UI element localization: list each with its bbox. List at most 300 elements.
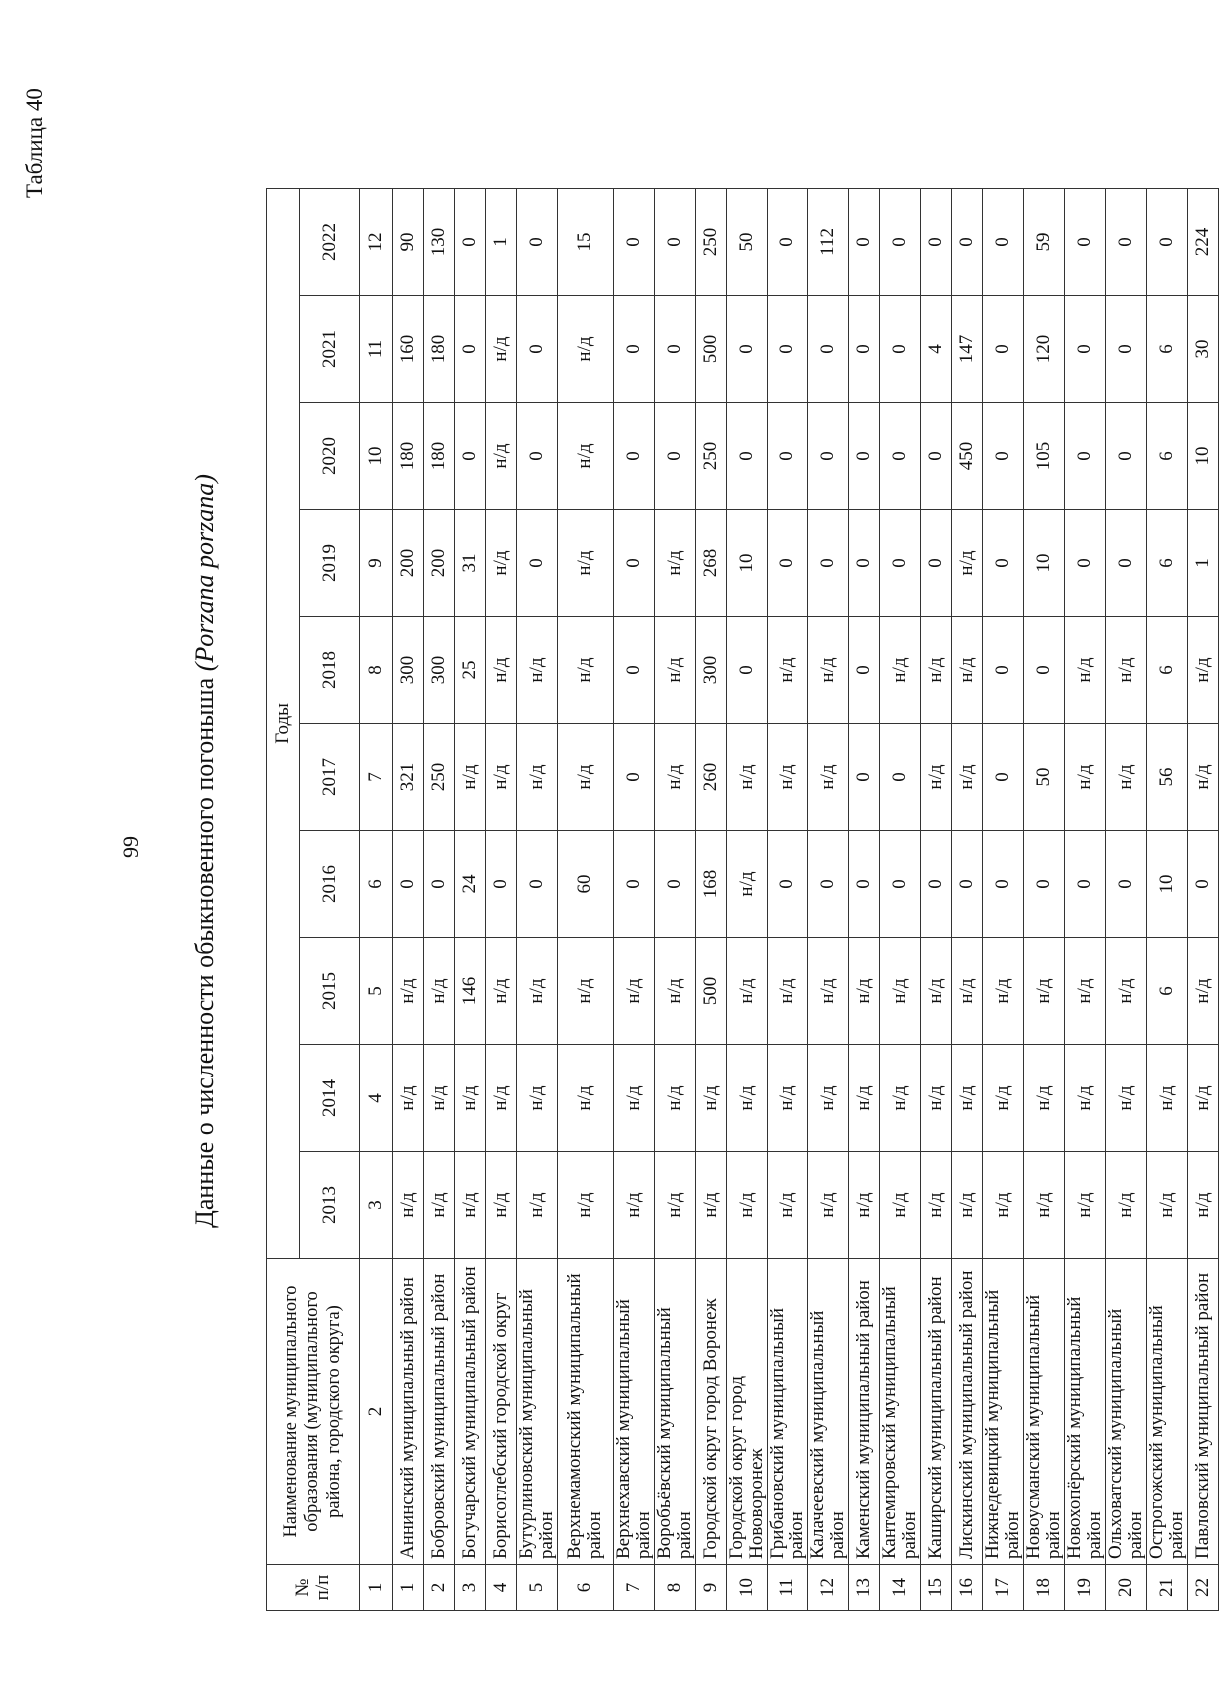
count-cell: н/д	[1024, 1045, 1065, 1152]
count-cell: н/д	[952, 938, 983, 1045]
count-cell: 0	[849, 831, 880, 938]
count-cell: н/д	[952, 1045, 983, 1152]
count-cell: 0	[654, 188, 695, 295]
count-cell: 146	[455, 938, 486, 1045]
count-cell: 0	[1146, 188, 1187, 295]
district-name: Борисоглебский городской округ	[486, 1259, 517, 1565]
count-cell: 10	[1024, 510, 1065, 617]
count-cell: н/д	[767, 617, 808, 724]
column-number: 4	[360, 1045, 393, 1152]
count-cell: 0	[767, 510, 808, 617]
district-name: Нижнедевицкий муниципальный район	[983, 1259, 1024, 1565]
count-cell: н/д	[880, 1045, 921, 1152]
count-cell: 0	[808, 831, 849, 938]
count-cell: 0	[767, 296, 808, 403]
count-cell: 450	[952, 403, 983, 510]
table-row	[849, 188, 880, 1610]
count-cell: 0	[849, 617, 880, 724]
count-cell: 0	[880, 403, 921, 510]
count-cell: 60	[557, 831, 613, 938]
count-cell: 180	[424, 296, 455, 403]
district-name: Каменский муниципальный район	[849, 1259, 880, 1565]
count-cell: 0	[1187, 831, 1218, 938]
count-cell: 105	[1024, 403, 1065, 510]
count-cell: н/д	[1105, 724, 1146, 831]
row-number: 8	[654, 1565, 695, 1611]
header-year: 2017	[300, 724, 360, 831]
count-cell: н/д	[726, 1045, 767, 1152]
count-cell: н/д	[726, 724, 767, 831]
count-cell: н/д	[921, 1045, 952, 1152]
count-cell: н/д	[393, 1045, 424, 1152]
count-cell: 0	[613, 510, 654, 617]
count-cell: н/д	[1105, 1152, 1146, 1259]
column-number: 10	[360, 403, 393, 510]
district-name: Павловский муниципальный район	[1187, 1259, 1218, 1565]
count-cell: 180	[424, 403, 455, 510]
count-cell: н/д	[1187, 1045, 1218, 1152]
count-cell: н/д	[654, 617, 695, 724]
count-cell: 0	[517, 403, 558, 510]
row-number: 22	[1187, 1565, 1218, 1611]
count-cell: 6	[1146, 403, 1187, 510]
district-name: Городской округ город Воронеж	[695, 1259, 726, 1565]
table-row	[921, 188, 952, 1610]
count-cell: 0	[1064, 510, 1105, 617]
count-cell: 0	[517, 831, 558, 938]
count-cell: 0	[952, 188, 983, 295]
table-row	[808, 188, 849, 1610]
count-cell: 0	[654, 831, 695, 938]
count-cell: н/д	[393, 938, 424, 1045]
count-cell: 50	[726, 188, 767, 295]
count-cell: 0	[517, 296, 558, 403]
count-cell: 300	[424, 617, 455, 724]
count-cell: н/д	[455, 1045, 486, 1152]
table-row	[486, 188, 517, 1610]
header-year: 2022	[300, 188, 360, 295]
row-number: 3	[455, 1565, 486, 1611]
count-cell: н/д	[393, 1152, 424, 1259]
count-cell: 130	[424, 188, 455, 295]
count-cell: н/д	[557, 296, 613, 403]
count-cell: н/д	[654, 938, 695, 1045]
count-cell: н/д	[880, 1152, 921, 1259]
count-cell: 0	[1064, 403, 1105, 510]
count-cell: н/д	[1024, 938, 1065, 1045]
count-cell: 0	[880, 296, 921, 403]
count-cell: н/д	[695, 1045, 726, 1152]
count-cell: 160	[393, 296, 424, 403]
count-cell: 0	[1064, 831, 1105, 938]
count-cell: н/д	[455, 1152, 486, 1259]
count-cell: н/д	[424, 1152, 455, 1259]
district-name: Богучарский муниципальный район	[455, 1259, 486, 1565]
row-number: 17	[983, 1565, 1024, 1611]
count-cell: н/д	[952, 724, 983, 831]
count-cell: 0	[767, 188, 808, 295]
count-cell: 0	[517, 188, 558, 295]
count-cell: 50	[1024, 724, 1065, 831]
count-cell: 0	[455, 403, 486, 510]
count-cell: 300	[393, 617, 424, 724]
count-cell: н/д	[880, 938, 921, 1045]
table-row	[393, 188, 424, 1610]
count-cell: 0	[983, 403, 1024, 510]
row-number: 20	[1105, 1565, 1146, 1611]
table-row	[1105, 188, 1146, 1610]
count-cell: 0	[455, 296, 486, 403]
count-cell: н/д	[767, 938, 808, 1045]
count-cell: 6	[1146, 510, 1187, 617]
count-cell: 0	[983, 617, 1024, 724]
table-row	[613, 188, 654, 1610]
count-cell: 0	[613, 617, 654, 724]
count-cell: 15	[557, 188, 613, 295]
count-cell: н/д	[726, 938, 767, 1045]
district-name: Аннинский муниципальный район	[393, 1259, 424, 1565]
count-cell: 250	[424, 724, 455, 831]
column-number: 5	[360, 938, 393, 1045]
count-cell: н/д	[557, 1045, 613, 1152]
count-cell: н/д	[486, 403, 517, 510]
count-cell: н/д	[921, 724, 952, 831]
table-row	[880, 188, 921, 1610]
count-cell: 500	[695, 296, 726, 403]
district-name: Новоусманский муниципальный район	[1024, 1259, 1065, 1565]
count-cell: н/д	[654, 510, 695, 617]
count-cell: 0	[1105, 831, 1146, 938]
count-cell: н/д	[849, 938, 880, 1045]
row-number: 1	[393, 1565, 424, 1611]
table-row	[654, 188, 695, 1610]
count-cell: 0	[983, 724, 1024, 831]
count-cell: 0	[849, 403, 880, 510]
count-cell: 0	[613, 403, 654, 510]
row-number: 16	[952, 1565, 983, 1611]
count-cell: н/д	[557, 1152, 613, 1259]
count-cell: 0	[952, 831, 983, 938]
count-cell: 0	[983, 510, 1024, 617]
district-name: Лискинский муниципальный район	[952, 1259, 983, 1565]
count-cell: 0	[393, 831, 424, 938]
count-cell: 0	[983, 831, 1024, 938]
column-numbers-row	[360, 188, 393, 1610]
header-year: 2014	[300, 1045, 360, 1152]
count-cell: 0	[849, 510, 880, 617]
count-cell: 0	[1024, 831, 1065, 938]
header-year: 2013	[300, 1152, 360, 1259]
count-cell: 6	[1146, 617, 1187, 724]
table-row	[517, 188, 558, 1610]
table-row	[952, 188, 983, 1610]
row-number: 9	[695, 1565, 726, 1611]
count-cell: 0	[613, 724, 654, 831]
count-cell: 500	[695, 938, 726, 1045]
count-cell: 0	[921, 510, 952, 617]
district-name: Верхнехавский муниципальный район	[613, 1259, 654, 1565]
table-row	[424, 188, 455, 1610]
count-cell: 0	[921, 831, 952, 938]
count-cell: 0	[880, 831, 921, 938]
count-cell: 4	[921, 296, 952, 403]
count-cell: 200	[424, 510, 455, 617]
district-name: Кантемировский муниципальный район	[880, 1259, 921, 1565]
count-cell: н/д	[557, 938, 613, 1045]
page-number: 99	[118, 836, 143, 858]
count-cell: н/д	[486, 1045, 517, 1152]
row-number: 15	[921, 1565, 952, 1611]
count-cell: н/д	[654, 1045, 695, 1152]
count-cell: н/д	[1105, 617, 1146, 724]
count-cell: н/д	[486, 724, 517, 831]
district-name: Ольховатский муниципальный район	[1105, 1259, 1146, 1565]
header-year: 2018	[300, 617, 360, 724]
count-cell: 56	[1146, 724, 1187, 831]
count-cell: 260	[695, 724, 726, 831]
count-cell: н/д	[983, 938, 1024, 1045]
count-cell: н/д	[983, 1045, 1024, 1152]
count-cell: н/д	[1024, 1152, 1065, 1259]
count-cell: н/д	[1064, 1045, 1105, 1152]
count-cell: н/д	[880, 617, 921, 724]
count-cell: н/д	[1187, 617, 1218, 724]
count-cell: 112	[808, 188, 849, 295]
count-cell: н/д	[654, 724, 695, 831]
header-year: 2020	[300, 403, 360, 510]
district-name: Верхнемамонский муниципальный район	[557, 1259, 613, 1565]
count-cell: н/д	[517, 724, 558, 831]
count-cell: 0	[1064, 188, 1105, 295]
header-row-1	[267, 188, 300, 1610]
count-cell: н/д	[517, 1152, 558, 1259]
header-year: 2015	[300, 938, 360, 1045]
count-cell: 0	[613, 296, 654, 403]
header-name: Наименование муниципального образования (муниципального района, городского округа)	[267, 1259, 360, 1565]
count-cell: 0	[983, 188, 1024, 295]
count-cell: 0	[921, 188, 952, 295]
count-cell: н/д	[654, 1152, 695, 1259]
count-cell: н/д	[613, 938, 654, 1045]
column-number: 2	[360, 1259, 393, 1565]
count-cell: 0	[613, 188, 654, 295]
count-cell: 180	[393, 403, 424, 510]
count-cell: н/д	[486, 938, 517, 1045]
count-cell: н/д	[1146, 1045, 1187, 1152]
district-name: Воробьёвский муниципальный район	[654, 1259, 695, 1565]
count-cell: 90	[393, 188, 424, 295]
count-cell: 0	[808, 296, 849, 403]
count-cell: 0	[808, 403, 849, 510]
row-number: 2	[424, 1565, 455, 1611]
count-cell: 0	[767, 403, 808, 510]
table-row	[1187, 188, 1218, 1610]
count-cell: н/д	[952, 510, 983, 617]
count-cell: н/д	[486, 1152, 517, 1259]
table-title	[190, 206, 220, 1496]
count-cell: н/д	[557, 617, 613, 724]
row-number: 13	[849, 1565, 880, 1611]
count-cell: 6	[1146, 296, 1187, 403]
count-cell: н/д	[921, 617, 952, 724]
row-number: 19	[1064, 1565, 1105, 1611]
count-cell: н/д	[517, 617, 558, 724]
title-latin: (Porzana porzana)	[190, 474, 219, 672]
table-row	[455, 188, 486, 1610]
count-cell: н/д	[808, 617, 849, 724]
count-cell: 0	[654, 403, 695, 510]
count-cell: н/д	[1064, 1152, 1105, 1259]
count-cell: 0	[983, 296, 1024, 403]
count-cell: н/д	[808, 1045, 849, 1152]
count-cell: н/д	[1187, 1152, 1218, 1259]
count-cell: н/д	[613, 1152, 654, 1259]
count-cell: н/д	[424, 1045, 455, 1152]
row-number: 6	[557, 1565, 613, 1611]
row-number: 12	[808, 1565, 849, 1611]
count-cell: 0	[880, 724, 921, 831]
count-cell: 0	[1105, 403, 1146, 510]
count-cell: н/д	[808, 1152, 849, 1259]
column-number: 9	[360, 510, 393, 617]
count-cell: 0	[880, 188, 921, 295]
count-cell: н/д	[808, 724, 849, 831]
count-cell: 6	[1146, 938, 1187, 1045]
count-cell: н/д	[1105, 938, 1146, 1045]
header-num: № п/п	[267, 1565, 360, 1611]
count-cell: н/д	[983, 1152, 1024, 1259]
count-cell: н/д	[767, 724, 808, 831]
count-cell: 250	[695, 188, 726, 295]
count-cell: н/д	[557, 403, 613, 510]
count-cell: 25	[455, 617, 486, 724]
count-cell: н/д	[557, 724, 613, 831]
count-cell: н/д	[424, 938, 455, 1045]
count-cell: 200	[393, 510, 424, 617]
district-name: Новохопёрский муниципальный район	[1064, 1259, 1105, 1565]
count-cell: 0	[921, 403, 952, 510]
count-cell: н/д	[952, 617, 983, 724]
district-name: Острогожский муниципальный район	[1146, 1259, 1187, 1565]
count-cell: 147	[952, 296, 983, 403]
count-cell: 0	[767, 831, 808, 938]
count-cell: н/д	[1146, 1152, 1187, 1259]
count-cell: 0	[654, 296, 695, 403]
count-cell: 10	[726, 510, 767, 617]
count-cell: 0	[613, 831, 654, 938]
row-number: 10	[726, 1565, 767, 1611]
count-cell: 0	[486, 831, 517, 938]
district-name: Бутурлиновский муниципальный район	[517, 1259, 558, 1565]
count-cell: 0	[1105, 510, 1146, 617]
count-cell: 1	[486, 188, 517, 295]
count-cell: н/д	[613, 1045, 654, 1152]
row-number: 5	[517, 1565, 558, 1611]
row-number: 14	[880, 1565, 921, 1611]
count-cell: н/д	[517, 1045, 558, 1152]
table-row	[767, 188, 808, 1610]
row-number: 18	[1024, 1565, 1065, 1611]
district-name: Бобровский муниципальный район	[424, 1259, 455, 1565]
table-row	[726, 188, 767, 1610]
count-cell: н/д	[767, 1045, 808, 1152]
count-cell: 168	[695, 831, 726, 938]
column-number: 11	[360, 296, 393, 403]
row-number: 7	[613, 1565, 654, 1611]
count-cell: н/д	[921, 1152, 952, 1259]
count-cell: 0	[455, 188, 486, 295]
count-cell: 10	[1187, 403, 1218, 510]
header-year: 2021	[300, 296, 360, 403]
district-name: Каширский муниципальный район	[921, 1259, 952, 1565]
table-row	[557, 188, 613, 1610]
district-name: Грибановский муниципальный район	[767, 1259, 808, 1565]
table-body	[393, 188, 1219, 1610]
header-year: 2016	[300, 831, 360, 938]
column-number: 12	[360, 188, 393, 295]
count-cell: н/д	[952, 1152, 983, 1259]
column-number: 7	[360, 724, 393, 831]
count-cell: 0	[726, 296, 767, 403]
count-cell: 0	[880, 510, 921, 617]
count-cell: 300	[695, 617, 726, 724]
count-cell: н/д	[557, 510, 613, 617]
count-cell: 0	[849, 724, 880, 831]
count-cell: н/д	[1187, 938, 1218, 1045]
count-cell: 321	[393, 724, 424, 831]
count-cell: 0	[1105, 188, 1146, 295]
count-cell: н/д	[767, 1152, 808, 1259]
district-name: Городской округ город Нововоронеж	[726, 1259, 767, 1565]
header-year: 2019	[300, 510, 360, 617]
count-cell: н/д	[726, 1152, 767, 1259]
table-row	[1064, 188, 1105, 1610]
count-cell: 250	[695, 403, 726, 510]
column-number: 6	[360, 831, 393, 938]
row-number: 21	[1146, 1565, 1187, 1611]
column-number: 1	[360, 1565, 393, 1611]
count-cell: 0	[849, 188, 880, 295]
count-cell: 59	[1024, 188, 1065, 295]
count-cell: н/д	[455, 724, 486, 831]
count-cell: н/д	[1064, 617, 1105, 724]
count-cell: 120	[1024, 296, 1065, 403]
table-row	[1024, 188, 1065, 1610]
count-cell: н/д	[695, 1152, 726, 1259]
count-cell: н/д	[486, 510, 517, 617]
table-number: Таблица 40	[22, 88, 47, 198]
count-cell: н/д	[1105, 1045, 1146, 1152]
table-row	[1146, 188, 1187, 1610]
count-cell: н/д	[849, 1152, 880, 1259]
table-row	[983, 188, 1024, 1610]
count-cell: 10	[1146, 831, 1187, 938]
count-cell: н/д	[486, 617, 517, 724]
count-cell: н/д	[1064, 938, 1105, 1045]
row-number: 11	[767, 1565, 808, 1611]
column-number: 3	[360, 1152, 393, 1259]
row-number: 4	[486, 1565, 517, 1611]
population-table	[266, 188, 1219, 1611]
count-cell: н/д	[849, 1045, 880, 1152]
count-cell: 224	[1187, 188, 1218, 295]
count-cell: 0	[849, 296, 880, 403]
count-cell: 24	[455, 831, 486, 938]
header-years-group: Годы	[267, 188, 300, 1258]
count-cell: н/д	[808, 938, 849, 1045]
count-cell: н/д	[1187, 724, 1218, 831]
column-number: 8	[360, 617, 393, 724]
